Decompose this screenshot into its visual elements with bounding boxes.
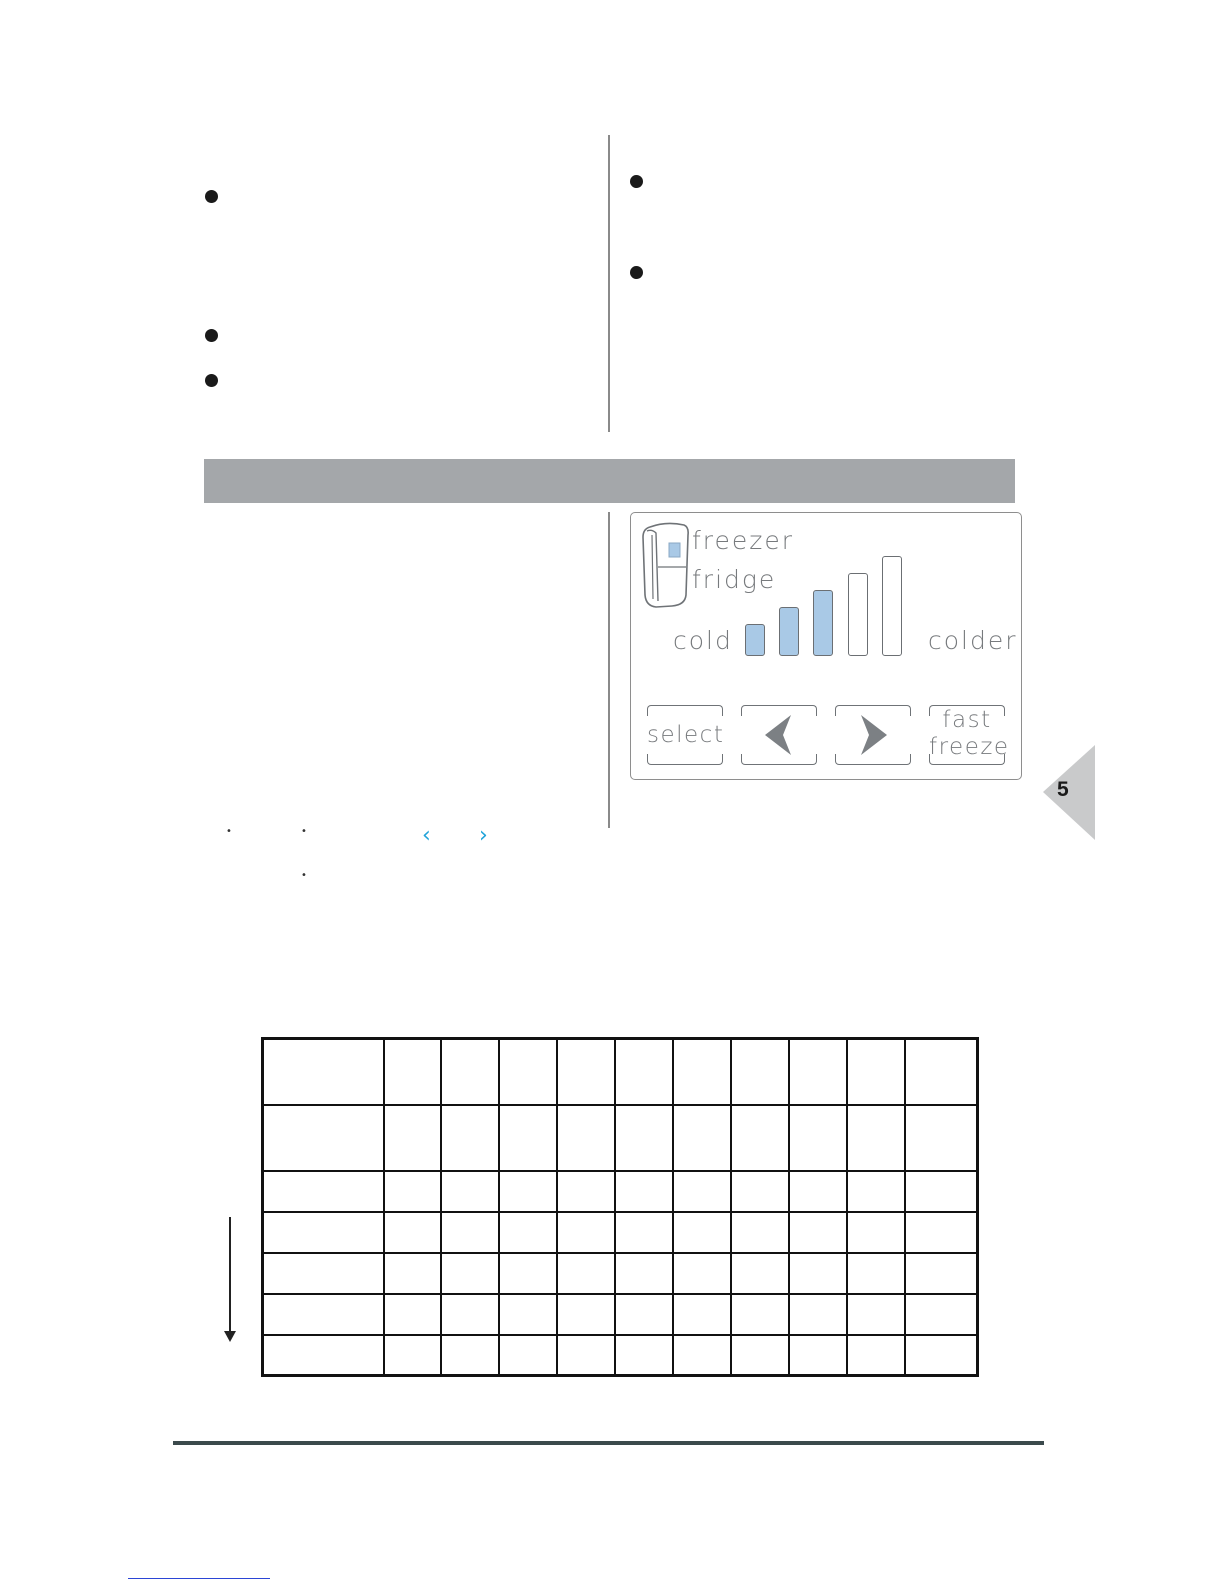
- temperature-level-bar: [882, 556, 902, 656]
- table-row: [263, 1253, 978, 1294]
- fridge-zone-label: fridge: [692, 565, 777, 594]
- select-button: [647, 705, 723, 765]
- column-divider: [608, 512, 610, 828]
- right-arrow-icon: [859, 715, 887, 755]
- table-row: [263, 1171, 978, 1212]
- settings-table: [261, 1037, 979, 1377]
- column-divider: [608, 135, 610, 432]
- temperature-level-bar: [779, 607, 799, 656]
- page-tab: [1043, 745, 1095, 840]
- table-row: [263, 1335, 978, 1376]
- left-arrow-button: [741, 705, 817, 765]
- inline-dot: •: [301, 870, 307, 881]
- fast-freeze-button: [929, 705, 1010, 765]
- table-row: [263, 1212, 978, 1253]
- right-chevron-icon: ›: [479, 823, 488, 848]
- freezer-zone-label: freezer: [692, 526, 795, 555]
- page-number: 5: [1057, 778, 1069, 801]
- table-row: [263, 1294, 978, 1335]
- table-row: [263, 1105, 978, 1171]
- inline-dot: •: [226, 826, 232, 837]
- footer-rule: [173, 1441, 1044, 1445]
- left-chevron-icon: ‹: [422, 823, 431, 848]
- temperature-level-bar: [813, 590, 833, 656]
- temperature-level-bar: [745, 624, 765, 656]
- fast-freeze-label-line1: fast: [942, 707, 992, 733]
- bullet-marker: [630, 175, 643, 188]
- temperature-level-bar: [848, 573, 868, 656]
- bullet-marker: [205, 374, 218, 387]
- table-row: [263, 1039, 978, 1105]
- down-arrow-head: [224, 1331, 236, 1342]
- section-heading-bar: [204, 459, 1015, 503]
- inline-dot: •: [301, 826, 307, 837]
- bullet-marker: [205, 190, 218, 203]
- colder-label: colder: [928, 626, 1018, 655]
- control-panel: [630, 512, 1022, 780]
- down-arrow-icon: [229, 1217, 231, 1335]
- right-arrow-button: [835, 705, 911, 765]
- left-arrow-icon: [765, 715, 793, 755]
- fridge-door-icon: [640, 521, 692, 611]
- bullet-marker: [205, 329, 218, 342]
- bullet-marker: [630, 266, 643, 279]
- select-button-label: select: [647, 722, 725, 748]
- footer-link-underline[interactable]: [128, 1578, 270, 1579]
- fast-freeze-label-line2: freeze: [929, 734, 1010, 760]
- cold-label: cold: [673, 626, 733, 655]
